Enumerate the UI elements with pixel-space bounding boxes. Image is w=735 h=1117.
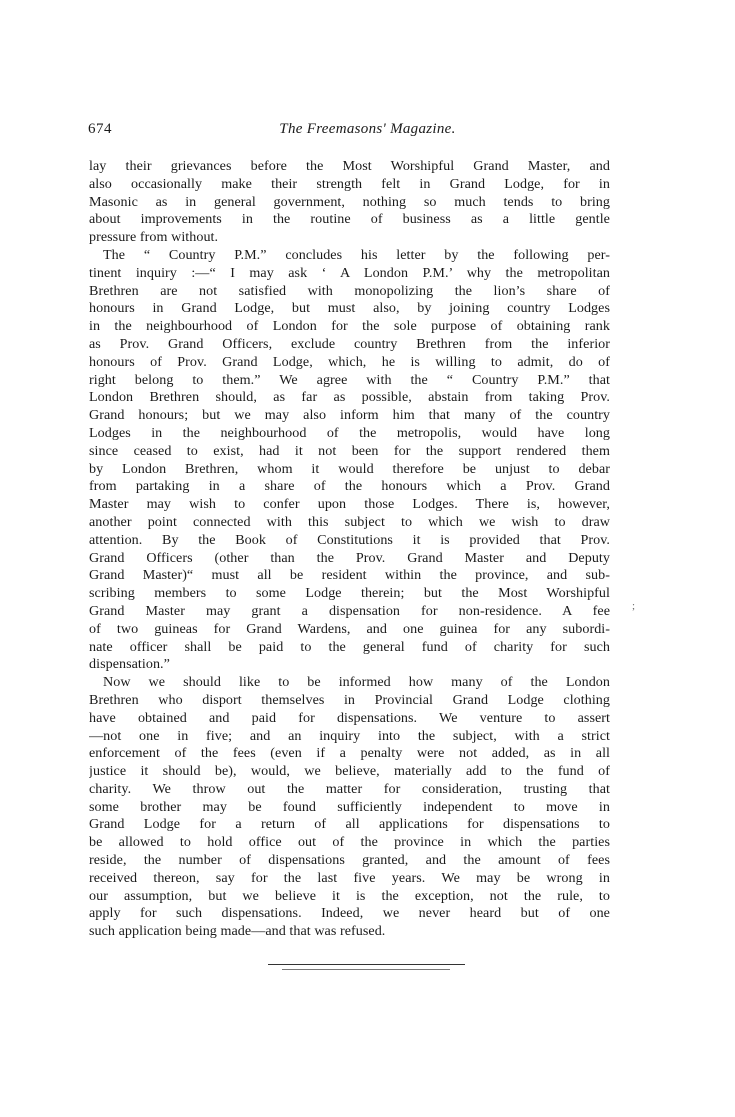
text-line: tinent inquiry :—“ I may ask ‘ A London P.M.’ why the metropolitan (89, 264, 610, 281)
text-line: justice it should be), would, we believe, materially add to the fund of (89, 763, 610, 780)
text-line: Brethren who disport themselves in Provincial Grand Lodge clothing (89, 691, 610, 708)
text-line: nate officer shall be paid to the general fund of charity for such (89, 638, 610, 655)
text-line: Grand Master)“ must all be resident within the province, and sub- (89, 567, 610, 584)
text-line: Grand Officers (other than the Prov. Grand Master and Deputy (89, 549, 610, 566)
text-line: have obtained and paid for dispensations. We venture to assert (89, 709, 610, 726)
text-line: Grand honours; but we may also inform him that many of the country (89, 407, 610, 424)
text-line: attention. By the Book of Constitutions it is provided that Prov. (89, 531, 610, 548)
text-line: honours of Prov. Grand Lodge, which, he is willing to admit, do of (89, 353, 610, 370)
running-title: The Freemasons' Magazine. (279, 121, 456, 137)
text-line: Lodges in the neighbourhood of the metropolis, would have long (89, 424, 610, 441)
text-line: honours in Grand Lodge, but must also, by joining country Lodges (89, 300, 610, 317)
margin-mark: ; (632, 600, 636, 612)
text-line: right belong to them.” We agree with the “ Country P.M.” that (89, 371, 610, 388)
end-rule (268, 964, 465, 965)
text-line: —not one in five; and an inquiry into the subject, with a strict (89, 727, 610, 744)
end-rule-secondary (282, 969, 450, 970)
text-line: Master may wish to confer upon those Lodges. There is, however, (89, 496, 610, 513)
text-line: apply for such dispensations. Indeed, we never heard but of one (89, 905, 610, 922)
text-line: our assumption, but we believe it is the exception, not the rule, to (89, 887, 610, 904)
text-line: another point connected with this subject to which we wish to draw (89, 513, 610, 530)
text-line: charity. We throw out the matter for consideration, trusting that (89, 780, 610, 797)
text-line: also occasionally make their strength felt in Grand Lodge, for in (89, 175, 610, 192)
text-line: dispensation.” (89, 656, 170, 673)
text-line: London Brethren should, as far as possible, abstain from taking Prov. (89, 389, 610, 406)
text-line: received thereon, say for the last five years. We may be wrong in (89, 869, 610, 886)
text-line: Grand Master may grant a dispensation for non-residence. A fee (89, 602, 610, 619)
text-line: The “ Country P.M.” concludes his letter by the following per- (103, 246, 610, 263)
text-line: reside, the number of dispensations granted, and the amount of fees (89, 852, 610, 869)
text-line: pressure from without. (89, 229, 219, 246)
text-line: about improvements in the routine of business as a little gentle (89, 211, 610, 228)
text-line: scribing members to some Lodge therein; but the Most Worshipful (89, 585, 610, 602)
text-line: Grand Lodge for a return of all applications for dispensations to (89, 816, 610, 833)
text-line: Brethren are not satisfied with monopolizing the lion’s share of (89, 282, 610, 299)
text-line: such application being made—and that was refused. (89, 923, 386, 940)
text-line: of two guineas for Grand Wardens, and one guinea for any subordi- (89, 620, 610, 637)
text-line: since ceased to exist, had it not been for the support rendered them (89, 442, 610, 459)
text-line: be allowed to hold office out of the province in which the parties (89, 834, 610, 851)
article-body (89, 158, 610, 941)
text-line: enforcement of the fees (even if a penalty were not added, as in all (89, 745, 610, 762)
text-line: Masonic as in general government, nothing so much tends to bring (89, 193, 610, 210)
text-line: from partaking in a share of the honours which a Prov. Grand (89, 478, 610, 495)
text-line: Now we should like to be informed how many of the London (103, 674, 610, 691)
text-line: by London Brethren, whom it would therefore be unjust to debar (89, 460, 610, 477)
text-line: as Prov. Grand Officers, exclude country Brethren from the inferior (89, 335, 610, 352)
text-line: in the neighbourhood of London for the sole purpose of obtaining rank (89, 318, 610, 335)
text-line: some brother may be found sufficiently independent to move in (89, 798, 610, 815)
page-number: 674 (88, 121, 112, 137)
text-line: lay their grievances before the Most Worshipful Grand Master, and (89, 158, 610, 174)
